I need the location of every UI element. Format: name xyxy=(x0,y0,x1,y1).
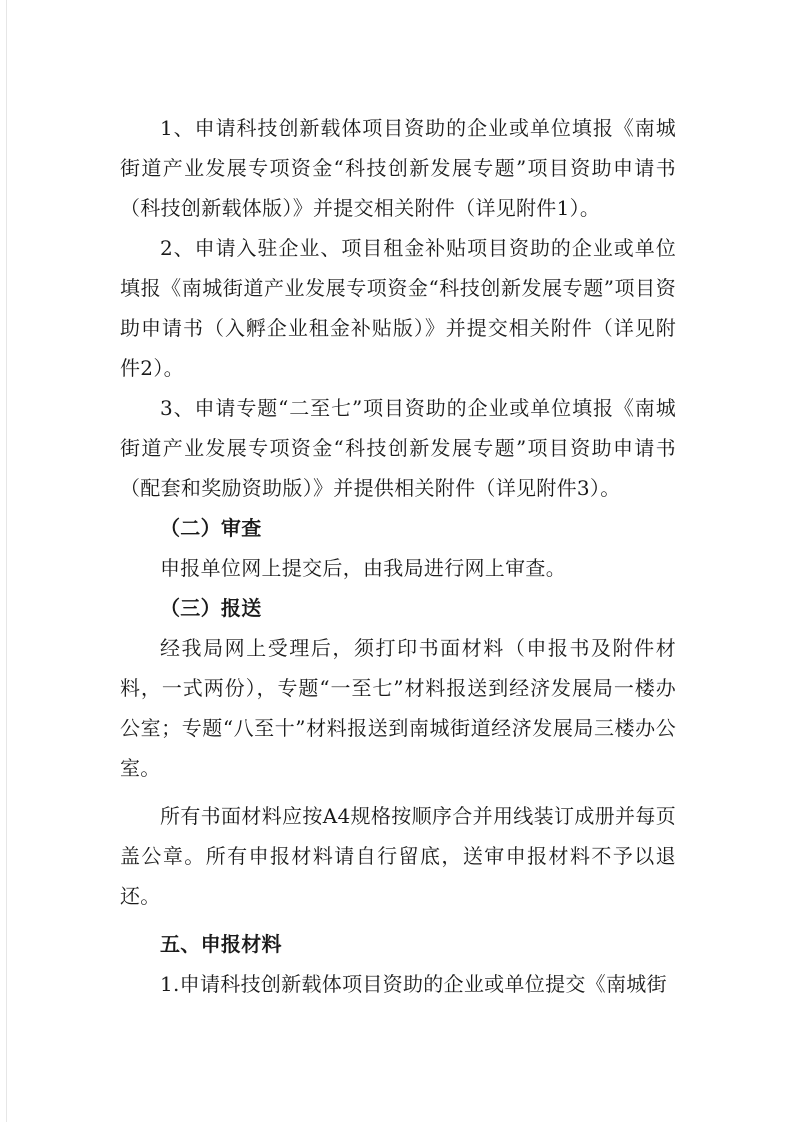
paragraph-submit: 经我局网上受理后，须打印书面材料（申报书及附件材料，一式两份），专题“一至七”材料报送到经济发展局一楼办公室；专题“八至十”材料报送到南城街道经济发展局三楼办公室。 xyxy=(120,636,676,780)
paragraph-item-2: 2、申请入驻企业、项目租金补贴项目资助的企业或单位填报《南城街道产业发展专项资金“科技创新发展专题”项目资助申请书（入孵企业租金补贴版）》并提交相关附件（详见附件2）。 xyxy=(120,236,676,380)
paragraph-binding: 所有书面材料应按A4规格按顺序合并用线装订成册并每页盖公章。所有申报材料请自行留底，送审申报材料不予以退还。 xyxy=(120,804,676,908)
section-heading-materials: 五、申报材料 xyxy=(160,932,282,956)
section-heading-review: （二）审查 xyxy=(160,516,262,540)
document-body xyxy=(120,108,676,1004)
paragraph-review: 申报单位网上提交后，由我局进行网上审查。 xyxy=(160,556,566,580)
paragraph-item-3: 3、申请专题“二至七”项目资助的企业或单位填报《南城街道产业发展专项资金“科技创新发展专题”项目资助申请书（配套和奖励资助版）》并提供相关附件（详见附件3）。 xyxy=(120,396,676,500)
paragraph-item-1: 1、申请科技创新载体项目资助的企业或单位填报《南城街道产业发展专项资金“科技创新发展专题”项目资助申请书（科技创新载体版）》并提交相关附件（详见附件1）。 xyxy=(120,116,676,220)
section-heading-submit: （三）报送 xyxy=(160,596,262,620)
scan-edge-line xyxy=(6,0,7,1122)
paragraph-materials-1: 1.申请科技创新载体项目资助的企业或单位提交《南城街 xyxy=(160,972,667,996)
